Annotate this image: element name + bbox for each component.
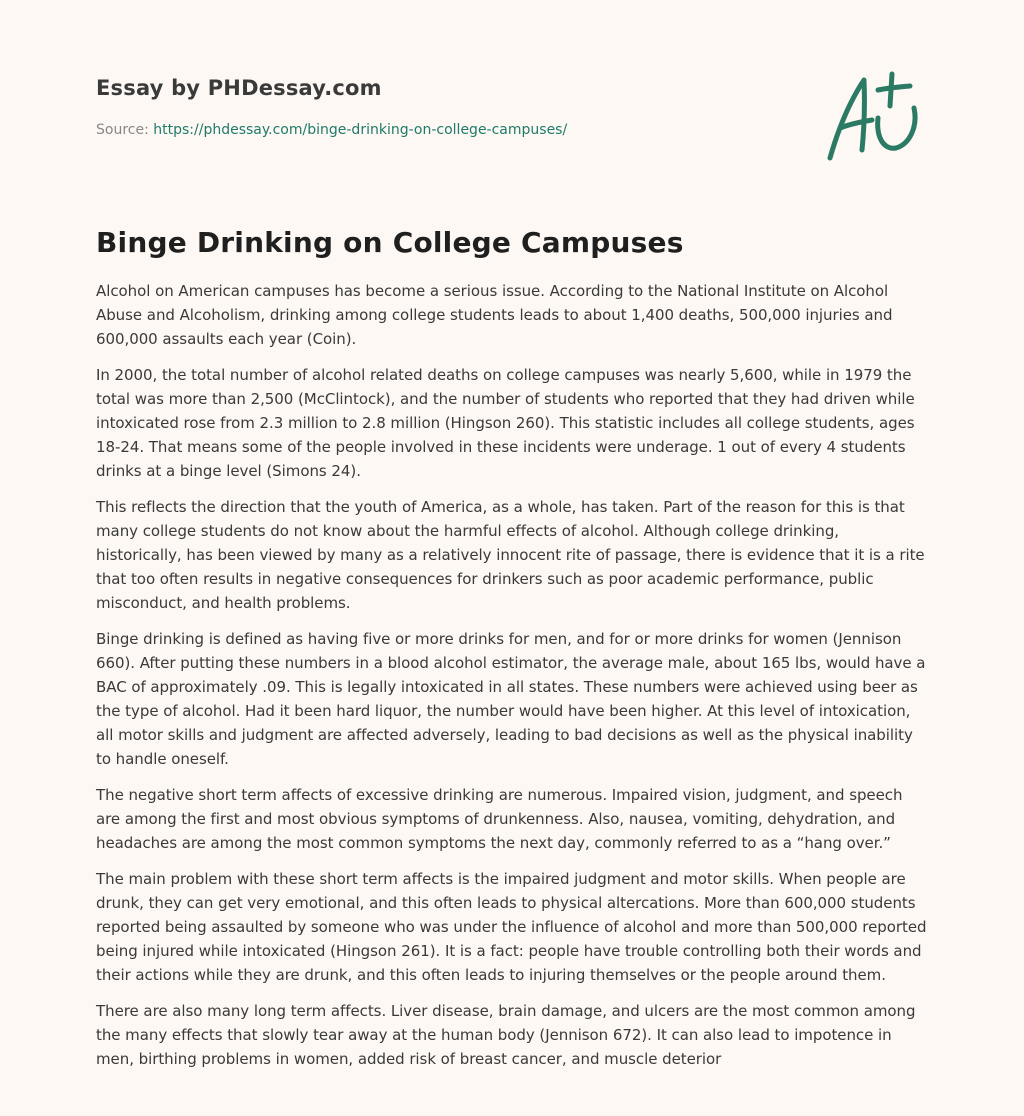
site-title: Essay by PHDessay.com: [96, 76, 382, 100]
page-header: [96, 76, 796, 138]
essay-title: Binge Drinking on College Campuses: [96, 226, 684, 259]
essay-paragraph: This reflects the direction that the youth of America, as a whole, has taken. Part of the reason for this is that many college students do not know about the harmful effects of alcohol. Although college drinking, historically, has been viewed by many as a relatively innocent rite of passage, there is evidence that it is a rite that too often results in negative consequences for drinkers such as poor academic performance, public misconduct, and health problems.: [96, 498, 925, 612]
a-plus-logo-icon: [822, 68, 926, 164]
source-line: [96, 122, 796, 138]
essay-paragraph: There are also many long term affects. Liver disease, brain damage, and ulcers are the most common among the many effects that slowly tear away at the human body (Jennison 672). It can also lead to impotence in men, birthing problems in women, added risk of breast cancer, and muscle deterior: [96, 1002, 916, 1068]
a-plus-icon: [822, 68, 926, 164]
essay-content: [96, 226, 928, 1083]
source-label: Source:: [96, 122, 154, 138]
essay-paragraph: The negative short term affects of excessive drinking are numerous. Impaired vision, judgment, and speech are among the first and most obvious symptoms of drunkenness. Also, nausea, vomiting, dehydration, and headaches are among the most common symptoms the next day, commonly referred to as a “hang over.”: [96, 786, 903, 852]
essay-paragraph: The main problem with these short term affects is the impaired judgment and motor skills. When people are drunk, they can get very emotional, and this often leads to physical altercations. More than 600,000 students reported being assaulted by someone who was under the influence of alcohol and more than 500,000 reported being injured while intoxicated (Hingson 261). It is a fact: people have trouble controlling both their words and their actions while they are drunk, and this often leads to injuring themselves or the people around them.: [96, 870, 927, 984]
essay-paragraph: In 2000, the total number of alcohol related deaths on college campuses was nearly 5,600, while in 1979 the total was more than 2,500 (McClintock), and the number of students who reported that they had driven while intoxicated rose from 2.3 million to 2.8 million (Hingson 260). This statistic includes all college students, ages 18-24. That means some of the people involved in these incidents were underage. 1 out of every 4 students drinks at a binge level (Simons 24).: [96, 366, 915, 480]
source-link[interactable]: https://phdessay.com/binge-drinking-on-college-campuses/: [153, 122, 568, 138]
essay-paragraph: Binge drinking is defined as having five or more drinks for men, and for or more drinks for women (Jennison 660). After putting these numbers in a blood alcohol estimator, the average male, about 165 lbs, would have a BAC of approximately .09. This is legally intoxicated in all states. These numbers were achieved using beer as the type of alcohol. Had it been hard liquor, the number would have been higher. At this level of intoxication, all motor skills and judgment are affected adversely, leading to bad decisions as well as the physical inability to handle oneself.: [96, 630, 926, 768]
essay-paragraph: Alcohol on American campuses has become a serious issue. According to the National Institute on Alcohol Abuse and Alcoholism, drinking among college students leads to about 1,400 deaths, 500,000 injuries and 600,000 assaults each year (Coin).: [96, 282, 893, 348]
